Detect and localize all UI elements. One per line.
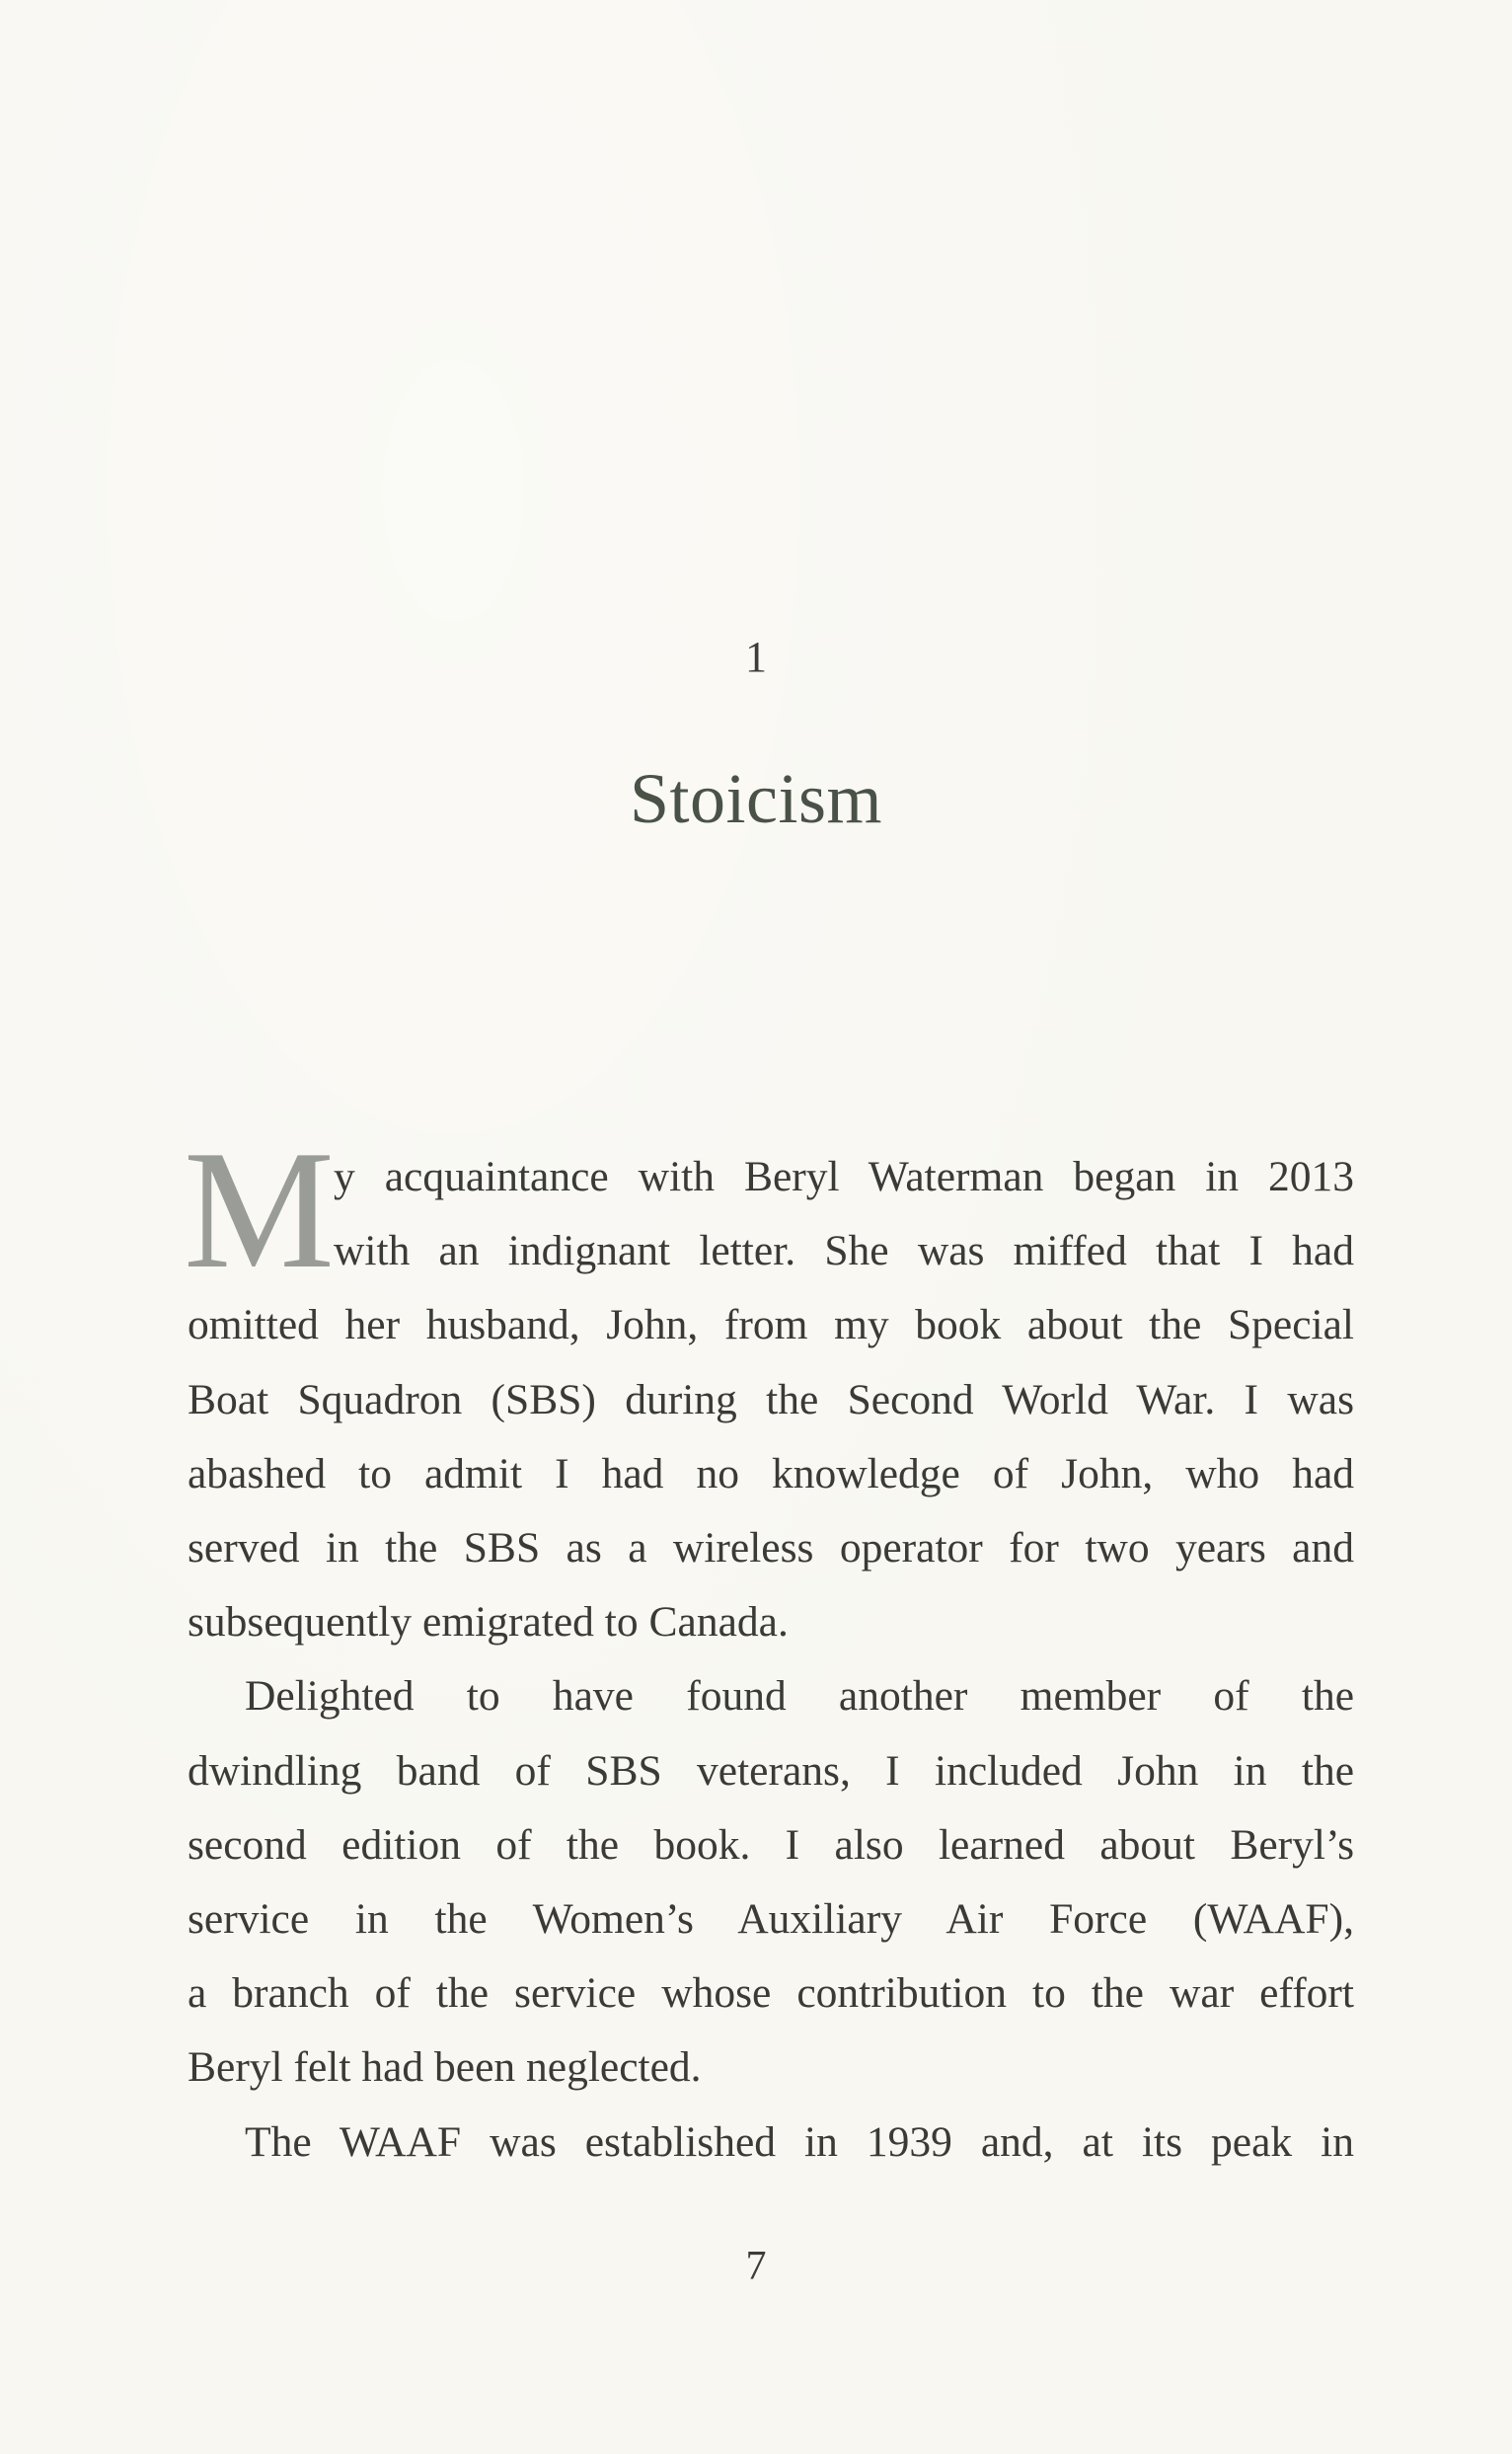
chapter-number: 1 [745, 633, 767, 681]
text-line: M y acquaintance with Beryl Waterman began in 2013 [184, 1116, 1354, 1304]
text-line: omitted her husband, John, from my book about the Special [188, 1301, 1354, 1349]
paragraph-1 [184, 1116, 1354, 1659]
body-text [184, 1116, 1354, 2180]
text-line: Boat Squadron (SBS) during the Second World War. I was [188, 1375, 1354, 1423]
text-line: The WAAF was established in 1939 and, at its peak in [245, 2117, 1354, 2166]
chapter-title: Stoicism [629, 759, 883, 838]
text-line: second edition of the book. I also learned about Beryl’s [188, 1820, 1354, 1869]
text-line: Beryl felt had been neglected. [188, 2043, 702, 2092]
text-line: dwindling band of SBS veterans, I included John in the [188, 1746, 1354, 1795]
paragraph-2 [188, 1659, 1354, 2105]
text-line: abashed to admit I had no knowledge of John, who had [188, 1449, 1354, 1497]
text-line: a branch of the service whose contribution to the war effort [188, 1969, 1354, 2018]
text-line: subsequently emigrated to Canada. [188, 1598, 789, 1647]
text-line: service in the Women’s Auxiliary Air Force (WAAF), [188, 1895, 1354, 1944]
text-line: with an indignant letter. She was miffed that I had [334, 1227, 1354, 1275]
text-line: served in the SBS as a wireless operator for two years and [188, 1524, 1354, 1572]
page-number: 7 [745, 2244, 767, 2289]
paragraph-3 [188, 2106, 1354, 2180]
drop-cap: M [184, 1116, 335, 1304]
text-line: Delighted to have found another member of the [245, 1672, 1354, 1721]
